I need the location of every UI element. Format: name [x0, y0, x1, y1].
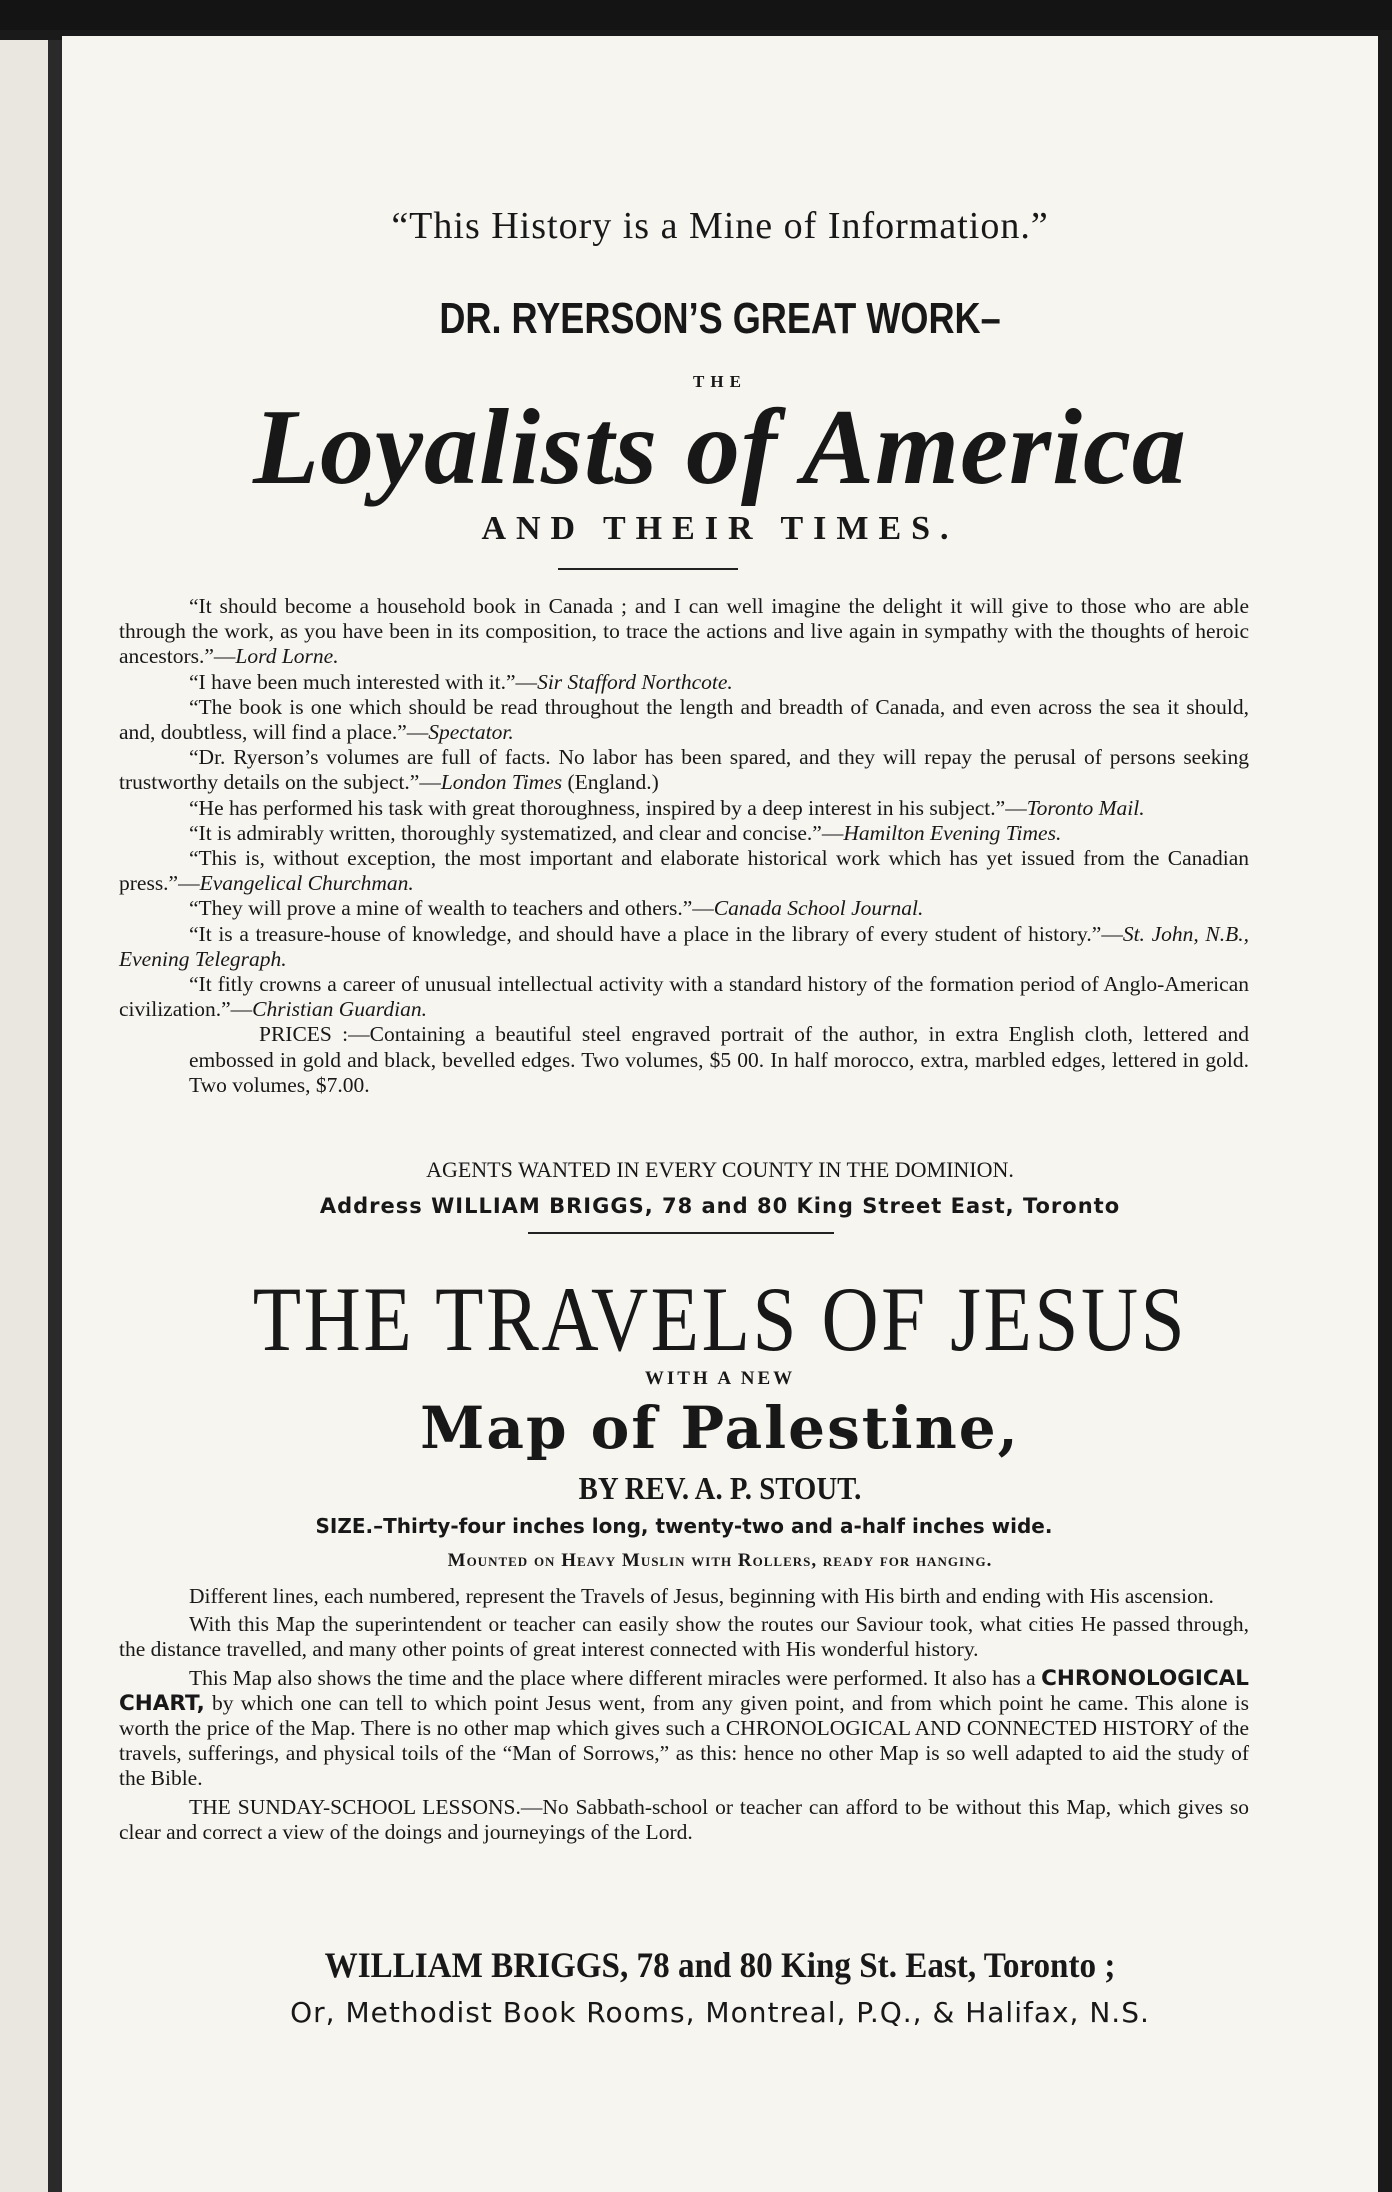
book-subtitle: AND THEIR TIMES. — [481, 510, 959, 547]
tagline: “This History is a Mine of Information.” — [391, 205, 1049, 247]
page-gutter — [48, 40, 62, 2192]
testimonials — [119, 594, 1249, 1098]
alternate-address: Or, Methodist Book Rooms, Montreal, P.Q., & Halifax, N.S. — [290, 1996, 1150, 2029]
adjacent-page-edge — [0, 40, 48, 2192]
testimonial: “It fitly crowns a career of unusual intellectual activity with a standard history of the formation period of Anglo-American civilization.”—Christian Guardian. — [119, 972, 1249, 1022]
testimonial: “It should become a household book in Canada ; and I can well imagine the delight it will give to those who are able through the work, as you have been in its composition, to trace the actions and live again in sympathy with the thoughts of heroic ancestors.”—Lord Lorne. — [119, 594, 1249, 669]
title-article: THE — [693, 372, 747, 391]
testimonial: “It is a treasure-house of knowledge, and should have a place in the library of every student of history.”—St. John, N.B., Evening Telegraph. — [119, 921, 1249, 971]
paragraph: This Map also shows the time and the place where different miracles were performed. It also has a CHRONOLOGICAL CHART, by which one can tell to which point Jesus went, from any given point, and from which point he came. This alone is worth the price of the Map. There is no other map which gives such a CHRONOLOGICAL AND CONNECTED HISTORY of the travels, sufferings, and physical toils of the “Man of Sorrows,” as this: hence no other Map is so well adapted to aid the study of the Bible. — [119, 1665, 1249, 1791]
testimonial: “The book is one which should be read throughout the length and breadth of Canada, and even across the sea it should, and, doubtless, will find a place.”—Spectator. — [119, 694, 1249, 745]
testimonial: “I have been much interested with it.”—Sir Stafford Northcote. — [189, 669, 733, 694]
map-size: SIZE.–Thirty-four inches long, twenty-two and a-half inches wide. — [315, 1514, 1053, 1538]
testimonial: “It is admirably written, thoroughly systematized, and clear and concise.”—Hamilton Evening Times. — [189, 820, 1062, 845]
advertisement-page — [62, 36, 1378, 2192]
testimonial: “This is, without exception, the most important and elaborate historical work which has yet issued from the Canadian press.”—Evangelical Churchman. — [119, 846, 1249, 896]
scanner-top-border — [0, 0, 1392, 30]
map-title: Map of Palestine, — [420, 1394, 1020, 1462]
map-description — [119, 1584, 1249, 1848]
testimonial: “They will prove a mine of wealth to teachers and others.”—Canada School Journal. — [189, 896, 924, 921]
paragraph: THE SUNDAY-SCHOOL LESSONS.—No Sabbath-school or teacher can afford to be without this Map, which gives so clear and correct a view of the doings and journeyings of the Lord. — [119, 1794, 1249, 1844]
divider-rule — [558, 568, 738, 570]
testimonial: “He has performed his task with great thoroughness, inspired by a deep interest in his subject.”—Toronto Mail. — [189, 795, 1145, 820]
ad-title: THE TRAVELS OF JESUS — [252, 1268, 1188, 1370]
divider-rule — [528, 1232, 834, 1234]
agents-wanted: AGENTS WANTED IN EVERY COUNTY IN THE DOMINION. — [426, 1157, 1014, 1182]
prices: PRICES :—Containing a beautiful steel engraved portrait of the author, in extra English cloth, lettered and embossed in gold and black, bevelled edges. Two volumes, $5 00. In half morocco, extra, marbled edges, lettered in gold. Two volumes, $7.00. — [189, 1022, 1249, 1097]
paragraph: With this Map the superintendent or teacher can easily show the routes our Saviour took, what cities He passed through, the distance travelled, and many other points of great interest connected with His wonderful history. — [119, 1612, 1249, 1662]
book-title: Loyalists of America — [253, 388, 1187, 507]
publisher-address: Address WILLIAM BRIGGS, 78 and 80 King Street East, Toronto — [319, 1194, 1121, 1218]
publisher-footer: WILLIAM BRIGGS, 78 and 80 King St. East, Toronto ; — [324, 1945, 1116, 1985]
ad-subheading: WITH A NEW — [644, 1368, 796, 1389]
kicker-heading: DR. RYERSON’S GREAT WORK– — [439, 294, 1001, 343]
map-author: BY REV. A. P. STOUT. — [578, 1470, 862, 1506]
testimonial: “Dr. Ryerson’s volumes are full of facts. No labor has been spared, and they will repay the perusal of persons seeking trustworthy details on the subject.”—London Times (England.) — [119, 745, 1249, 795]
mounting-note: Mounted on Heavy Muslin with Rollers, ready for hanging. — [447, 1550, 993, 1571]
paragraph: Different lines, each numbered, represent the Travels of Jesus, beginning with His birth and ending with His ascension. — [189, 1584, 1214, 1608]
